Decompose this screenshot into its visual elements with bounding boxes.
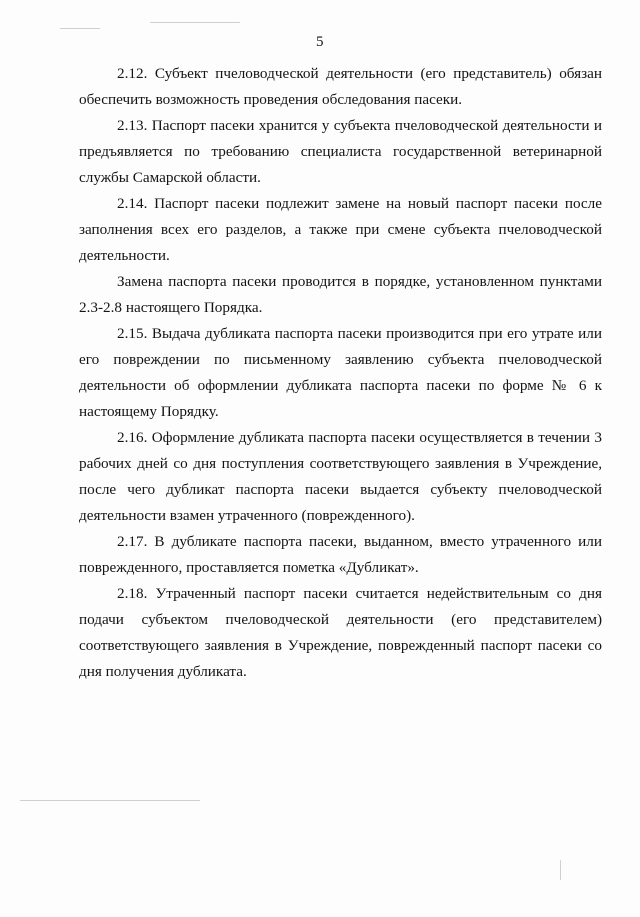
scan-artifact	[150, 22, 240, 23]
paragraph-2-16: 2.16. Оформление дубликата паспорта пасеки осуществляется в течении 3 рабочих дней со дня поступления соответствующего заявления в Учреждение, после чего дубликат паспорта пасеки выдается субъекту пчеловодческой деятельности взамен утраченного (поврежденного).	[79, 429, 602, 524]
paragraph-2-17: 2.17. В дубликате паспорта пасеки, выданном, вместо утраченного или поврежденного, проставляется пометка «Дубликат».	[79, 533, 602, 576]
paragraph-2-15: 2.15. Выдача дубликата паспорта пасеки производится при его утрате или его повреждении по письменному заявлению субъекта пчеловодческой деятельности об оформлении дубликата паспорта пасеки по форме № 6 к настоящему Порядку.	[79, 325, 602, 420]
page-number: 5	[316, 34, 324, 50]
document-body	[79, 61, 602, 685]
paragraph-replacement-order: Замена паспорта пасеки проводится в порядке, установленном пунктами 2.3-2.8 настоящего Порядка.	[79, 273, 602, 316]
paragraph-2-12: 2.12. Субъект пчеловодческой деятельности (его представитель) обязан обеспечить возможность проведения обследования пасеки.	[79, 65, 602, 108]
paragraph-2-18: 2.18. Утраченный паспорт пасеки считается недействительным со дня подачи субъектом пчеловодческой деятельности (его представителем) соответствующего заявления в Учреждение, поврежденный паспорт пасеки со дня получения дубликата.	[79, 585, 602, 680]
scan-artifact	[560, 860, 561, 880]
scan-artifact	[60, 28, 100, 29]
paragraph-2-14: 2.14. Паспорт пасеки подлежит замене на новый паспорт пасеки после заполнения всех его разделов, а также при смене субъекта пчеловодческой деятельности.	[79, 195, 602, 264]
paragraph-2-13: 2.13. Паспорт пасеки хранится у субъекта пчеловодческой деятельности и предъявляется по требованию специалиста государственной ветеринарной службы Самарской области.	[79, 117, 602, 186]
scan-artifact	[20, 800, 200, 801]
